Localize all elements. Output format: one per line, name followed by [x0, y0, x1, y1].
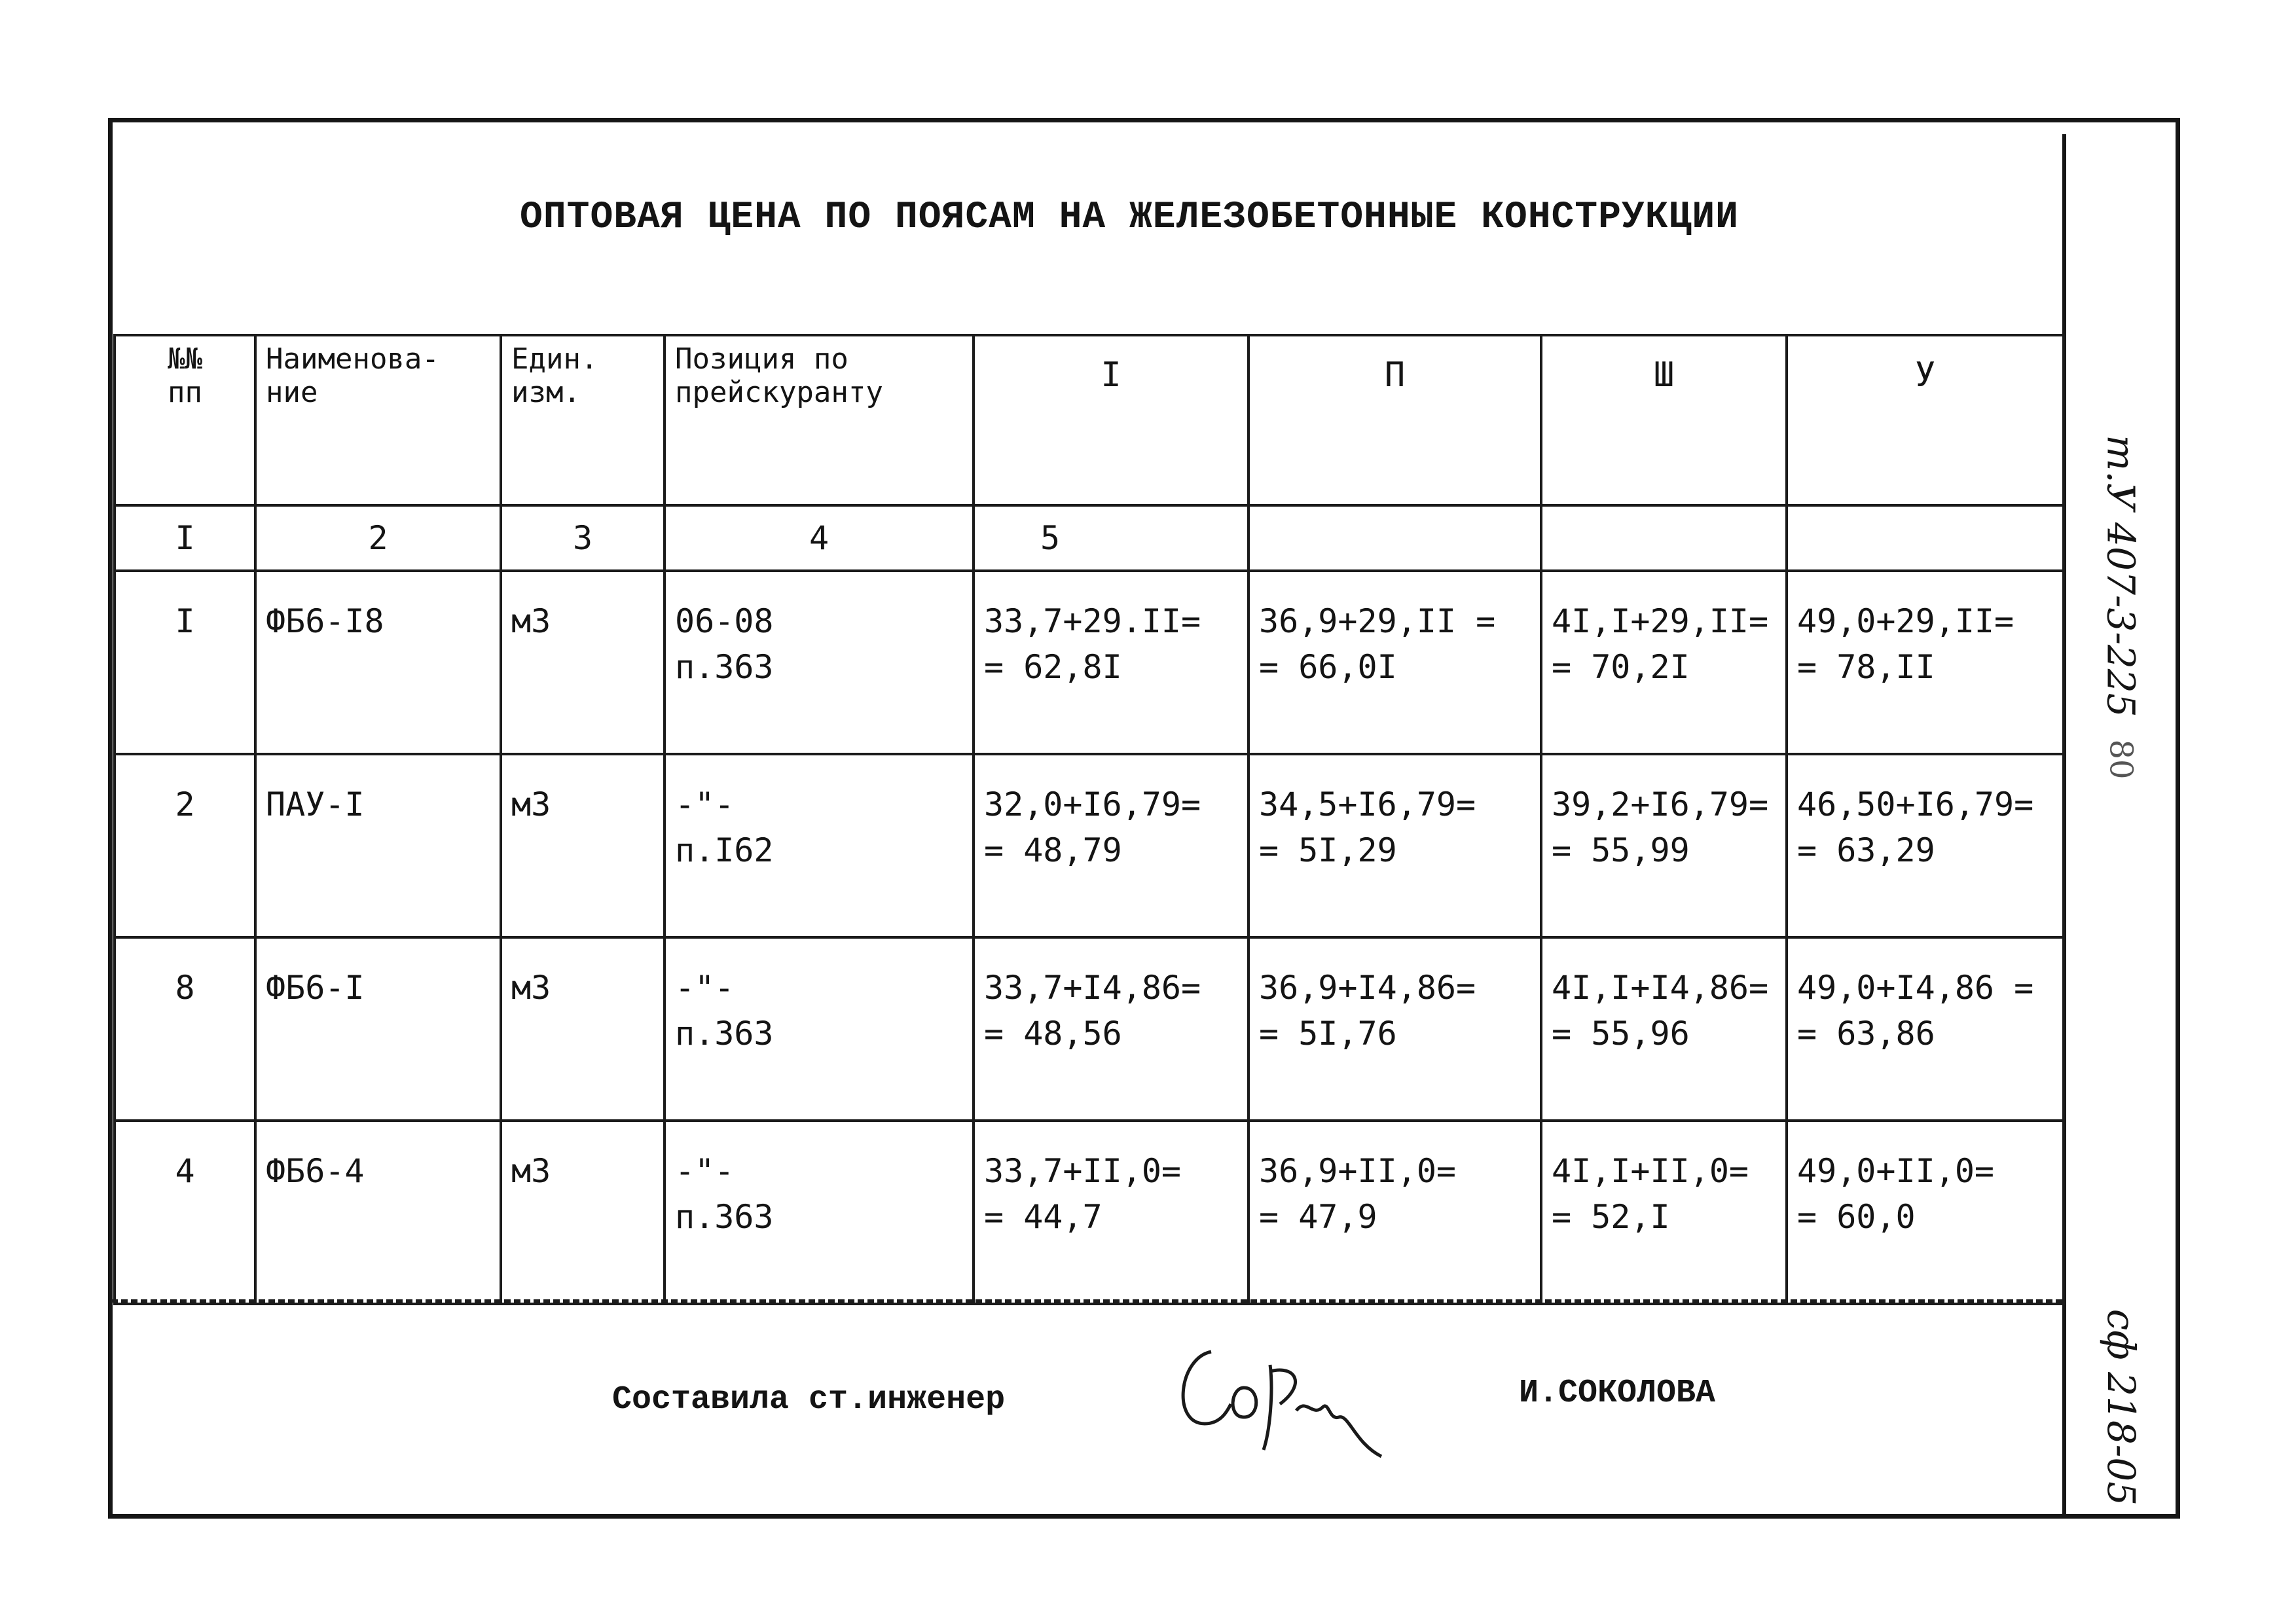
column-header-num: №№ пп	[115, 335, 255, 505]
page-title: ОПТОВАЯ ЦЕНА ПО ПОЯСАМ НА ЖЕЛЕЗОБЕТОННЫЕ КОНСТРУКЦИИ	[520, 196, 1739, 239]
column-header-zone-3: Ш	[1541, 335, 1787, 505]
row-number: 4	[115, 1121, 255, 1304]
table-header-row	[115, 335, 2064, 505]
price-table	[113, 334, 2062, 1303]
price-position: -"- п.I62	[665, 754, 974, 937]
table-row	[115, 937, 2064, 1121]
column-number: 3	[501, 505, 665, 571]
side-page-mark: 80	[2102, 739, 2140, 780]
column-header-zone-2: П	[1248, 335, 1541, 505]
price-zone-3: 39,2+I6,79= = 55,99	[1541, 754, 1787, 937]
price-zone-1: 33,7+II,0= = 44,7	[974, 1121, 1248, 1304]
composer-label: Составила ст.инженер	[612, 1381, 1006, 1418]
table-row	[115, 1121, 2064, 1304]
column-header-zone-5: У	[1787, 335, 2064, 505]
unit: м3	[501, 937, 665, 1121]
price-position: -"- п.363	[665, 1121, 974, 1304]
item-name: ПАУ-I	[255, 754, 501, 937]
price-zone-5: 46,50+I6,79= = 63,29	[1787, 754, 2064, 937]
column-number: 4	[665, 505, 974, 571]
handwritten-signature	[1165, 1326, 1440, 1476]
price-position: -"- п.363	[665, 937, 974, 1121]
price-zone-3: 4I,I+I4,86= = 55,96	[1541, 937, 1787, 1121]
price-zone-1: 33,7+I4,86= = 48,56	[974, 937, 1248, 1121]
price-zone-2: 34,5+I6,79= = 5I,29	[1248, 754, 1541, 937]
price-zone-1: 32,0+I6,79= = 48,79	[974, 754, 1248, 937]
column-number-row	[115, 505, 2064, 571]
price-zone-1: 33,7+29.II= = 62,8I	[974, 571, 1248, 754]
composer-name: И.СОКОЛОВА	[1519, 1375, 1716, 1412]
price-zone-2: 36,9+I4,86= = 5I,76	[1248, 937, 1541, 1121]
unit: м3	[501, 754, 665, 937]
column-header-zone-1: I	[974, 335, 1248, 505]
side-code-top: т.У 407-3-225	[2099, 435, 2144, 717]
row-number: 8	[115, 937, 255, 1121]
column-number	[1787, 505, 2064, 571]
item-name: ФБ6-4	[255, 1121, 501, 1304]
table-row	[115, 754, 2064, 937]
table-row	[115, 571, 2064, 754]
column-number	[1248, 505, 1541, 571]
column-number: I	[115, 505, 255, 571]
row-number: 2	[115, 754, 255, 937]
column-header-name: Наименова- ние	[255, 335, 501, 505]
price-zone-3: 4I,I+29,II= = 70,2I	[1541, 571, 1787, 754]
footer-divider	[111, 1299, 2062, 1303]
row-number: I	[115, 571, 255, 754]
unit: м3	[501, 571, 665, 754]
price-zone-3: 4I,I+II,0= = 52,I	[1541, 1121, 1787, 1304]
price-zone-5: 49,0+29,II= = 78,II	[1787, 571, 2064, 754]
unit: м3	[501, 1121, 665, 1304]
column-header-unit: Един. изм.	[501, 335, 665, 505]
price-zone-5: 49,0+II,0= = 60,0	[1787, 1121, 2064, 1304]
item-name: ФБ6-I	[255, 937, 501, 1121]
column-number: 5	[974, 505, 1248, 571]
side-code-bottom: сф 218-05	[2099, 1308, 2144, 1506]
item-name: ФБ6-I8	[255, 571, 501, 754]
column-header-position: Позиция по прейскуранту	[665, 335, 974, 505]
price-zone-2: 36,9+II,0= = 47,9	[1248, 1121, 1541, 1304]
column-number	[1541, 505, 1787, 571]
price-zone-5: 49,0+I4,86 = = 63,86	[1787, 937, 2064, 1121]
column-number: 2	[255, 505, 501, 571]
price-position: 06-08 п.363	[665, 571, 974, 754]
price-zone-2: 36,9+29,II = = 66,0I	[1248, 571, 1541, 754]
